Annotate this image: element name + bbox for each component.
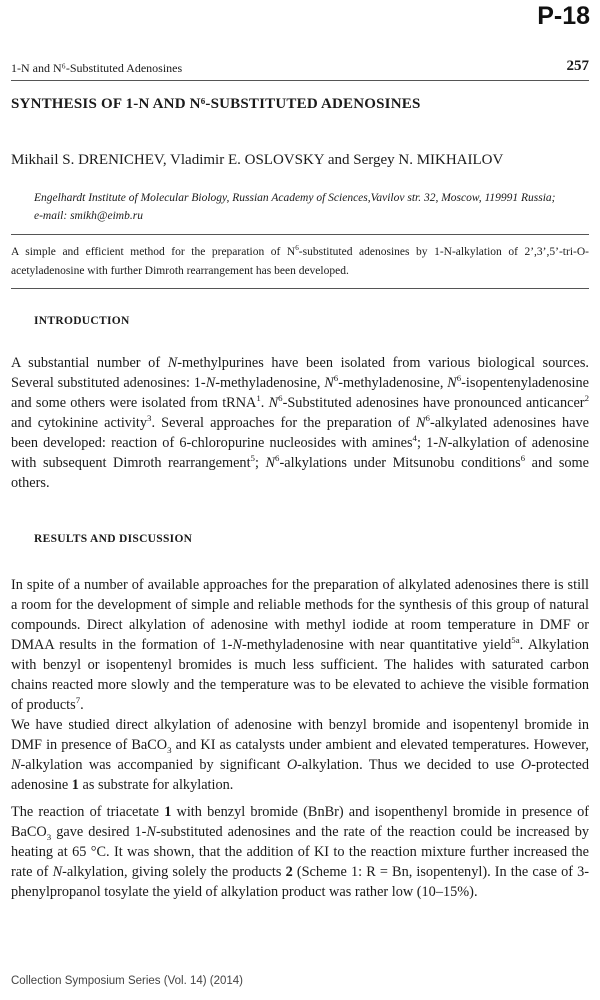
results-paragraph-2: We have studied direct alkylation of adenosine with benzyl bromide and isopentenyl bromide in DMF in presence of BaCO$_3$ and KI as catalysts under ambient and elevated temperatures. However, N-alkylation was accompanied by significant O-alkylation. Thus we decided to use O-protected adenosine 1 as substrate for alkylation. bbox=[11, 717, 590, 793]
results-paragraph-1: In spite of a number of available approaches for the preparation of alkylated adenosines there is still a room for the development of simple and reliable methods for the synthesis of this group of natural compounds. Direct alkylation of adenosine with methyl iodide at room temperature in DMF or DMAA results in the formation of 1-N-methyladenosine with near quantitative yield$^{5a}$. Alkylation with benzyl or isopentenyl bromides is much less sufficient. The halides with saturated carbon chains reacted more slowly and the temperature was to be elevated to achieve the visible formation of products$^7$. bbox=[11, 577, 590, 713]
running-header-title: 1-N and N⁶-Substituted Adenosines bbox=[11, 61, 183, 75]
abstract-top-rule bbox=[11, 234, 589, 235]
results-body bbox=[11, 575, 589, 902]
article-title: SYNTHESIS OF 1-N AND N⁶-SUBSTITUTED ADENOSINES bbox=[11, 96, 421, 112]
affiliation-address: Engelhardt Institute of Molecular Biology, Russian Academy of Sciences,Vavilov str. 32, Moscow, 119991 Russia; bbox=[34, 192, 556, 204]
authors: Mikhail S. DRENICHEV, Vladimir E. OSLOVSKY and Sergey N. MIKHAILOV bbox=[11, 152, 504, 168]
introduction-heading: INTRODUCTION bbox=[34, 315, 130, 327]
abstract-bottom-rule bbox=[11, 288, 589, 289]
affiliation bbox=[34, 189, 594, 225]
affiliation-email: e-mail: smikh@eimb.ru bbox=[34, 210, 143, 222]
introduction-paragraph: A substantial number of N-methylpurines have been isolated from various biological sources. Several substituted adenosines: 1-N-methyladenosine, $N^6$-methyladenosine, $N^6$-isopentenyladenosine and some others were isolated from tRNA$^1$. $N^6$-Substituted adenosines have pronounced anticancer$^2$ and cytokinine activity$^3$. Several approaches for the preparation of $N^6$-alkylated adenosines have been developed: reaction of 6-chloropurine nucleosides with amines$^4$; 1-N-alkylation of adenosine with subsequent Dimroth rearrangement$^5$; $N^6$-alkylations under Mitsunobu conditions$^6$ and some others. bbox=[11, 355, 590, 491]
abstract: A simple and efficient method for the preparation of $N^6$-substituted adenosines by 1-N-alkylation of 2’,3’,5’-tri-O-acetyladenosine with further Dimroth rearrangement has been developed. bbox=[11, 244, 589, 277]
results-heading: RESULTS AND DISCUSSION bbox=[34, 533, 193, 545]
results-paragraph-3: The reaction of triacetate 1 with benzyl bromide (BnBr) and isopenthenyl bromide in presence of BaCO$_3$ gave desired 1-N-substituted adenosines and the rate of the reaction could be increased by heating at 65 °C. It was shown, that the addition of KI to the reaction mixture further increased the rate of N-alkylation, giving solely the products 2 (Scheme 1: R = Bn, isopentenyl). In the case of 3-phenylpropanol tosylate the yield of alkylation product was rather low (10–15%). bbox=[11, 804, 590, 900]
page-id: P-18 bbox=[537, 2, 590, 30]
header-rule bbox=[11, 80, 589, 81]
page-number: 257 bbox=[566, 58, 589, 74]
footer: Collection Symposium Series (Vol. 14) (2014) bbox=[11, 975, 244, 987]
